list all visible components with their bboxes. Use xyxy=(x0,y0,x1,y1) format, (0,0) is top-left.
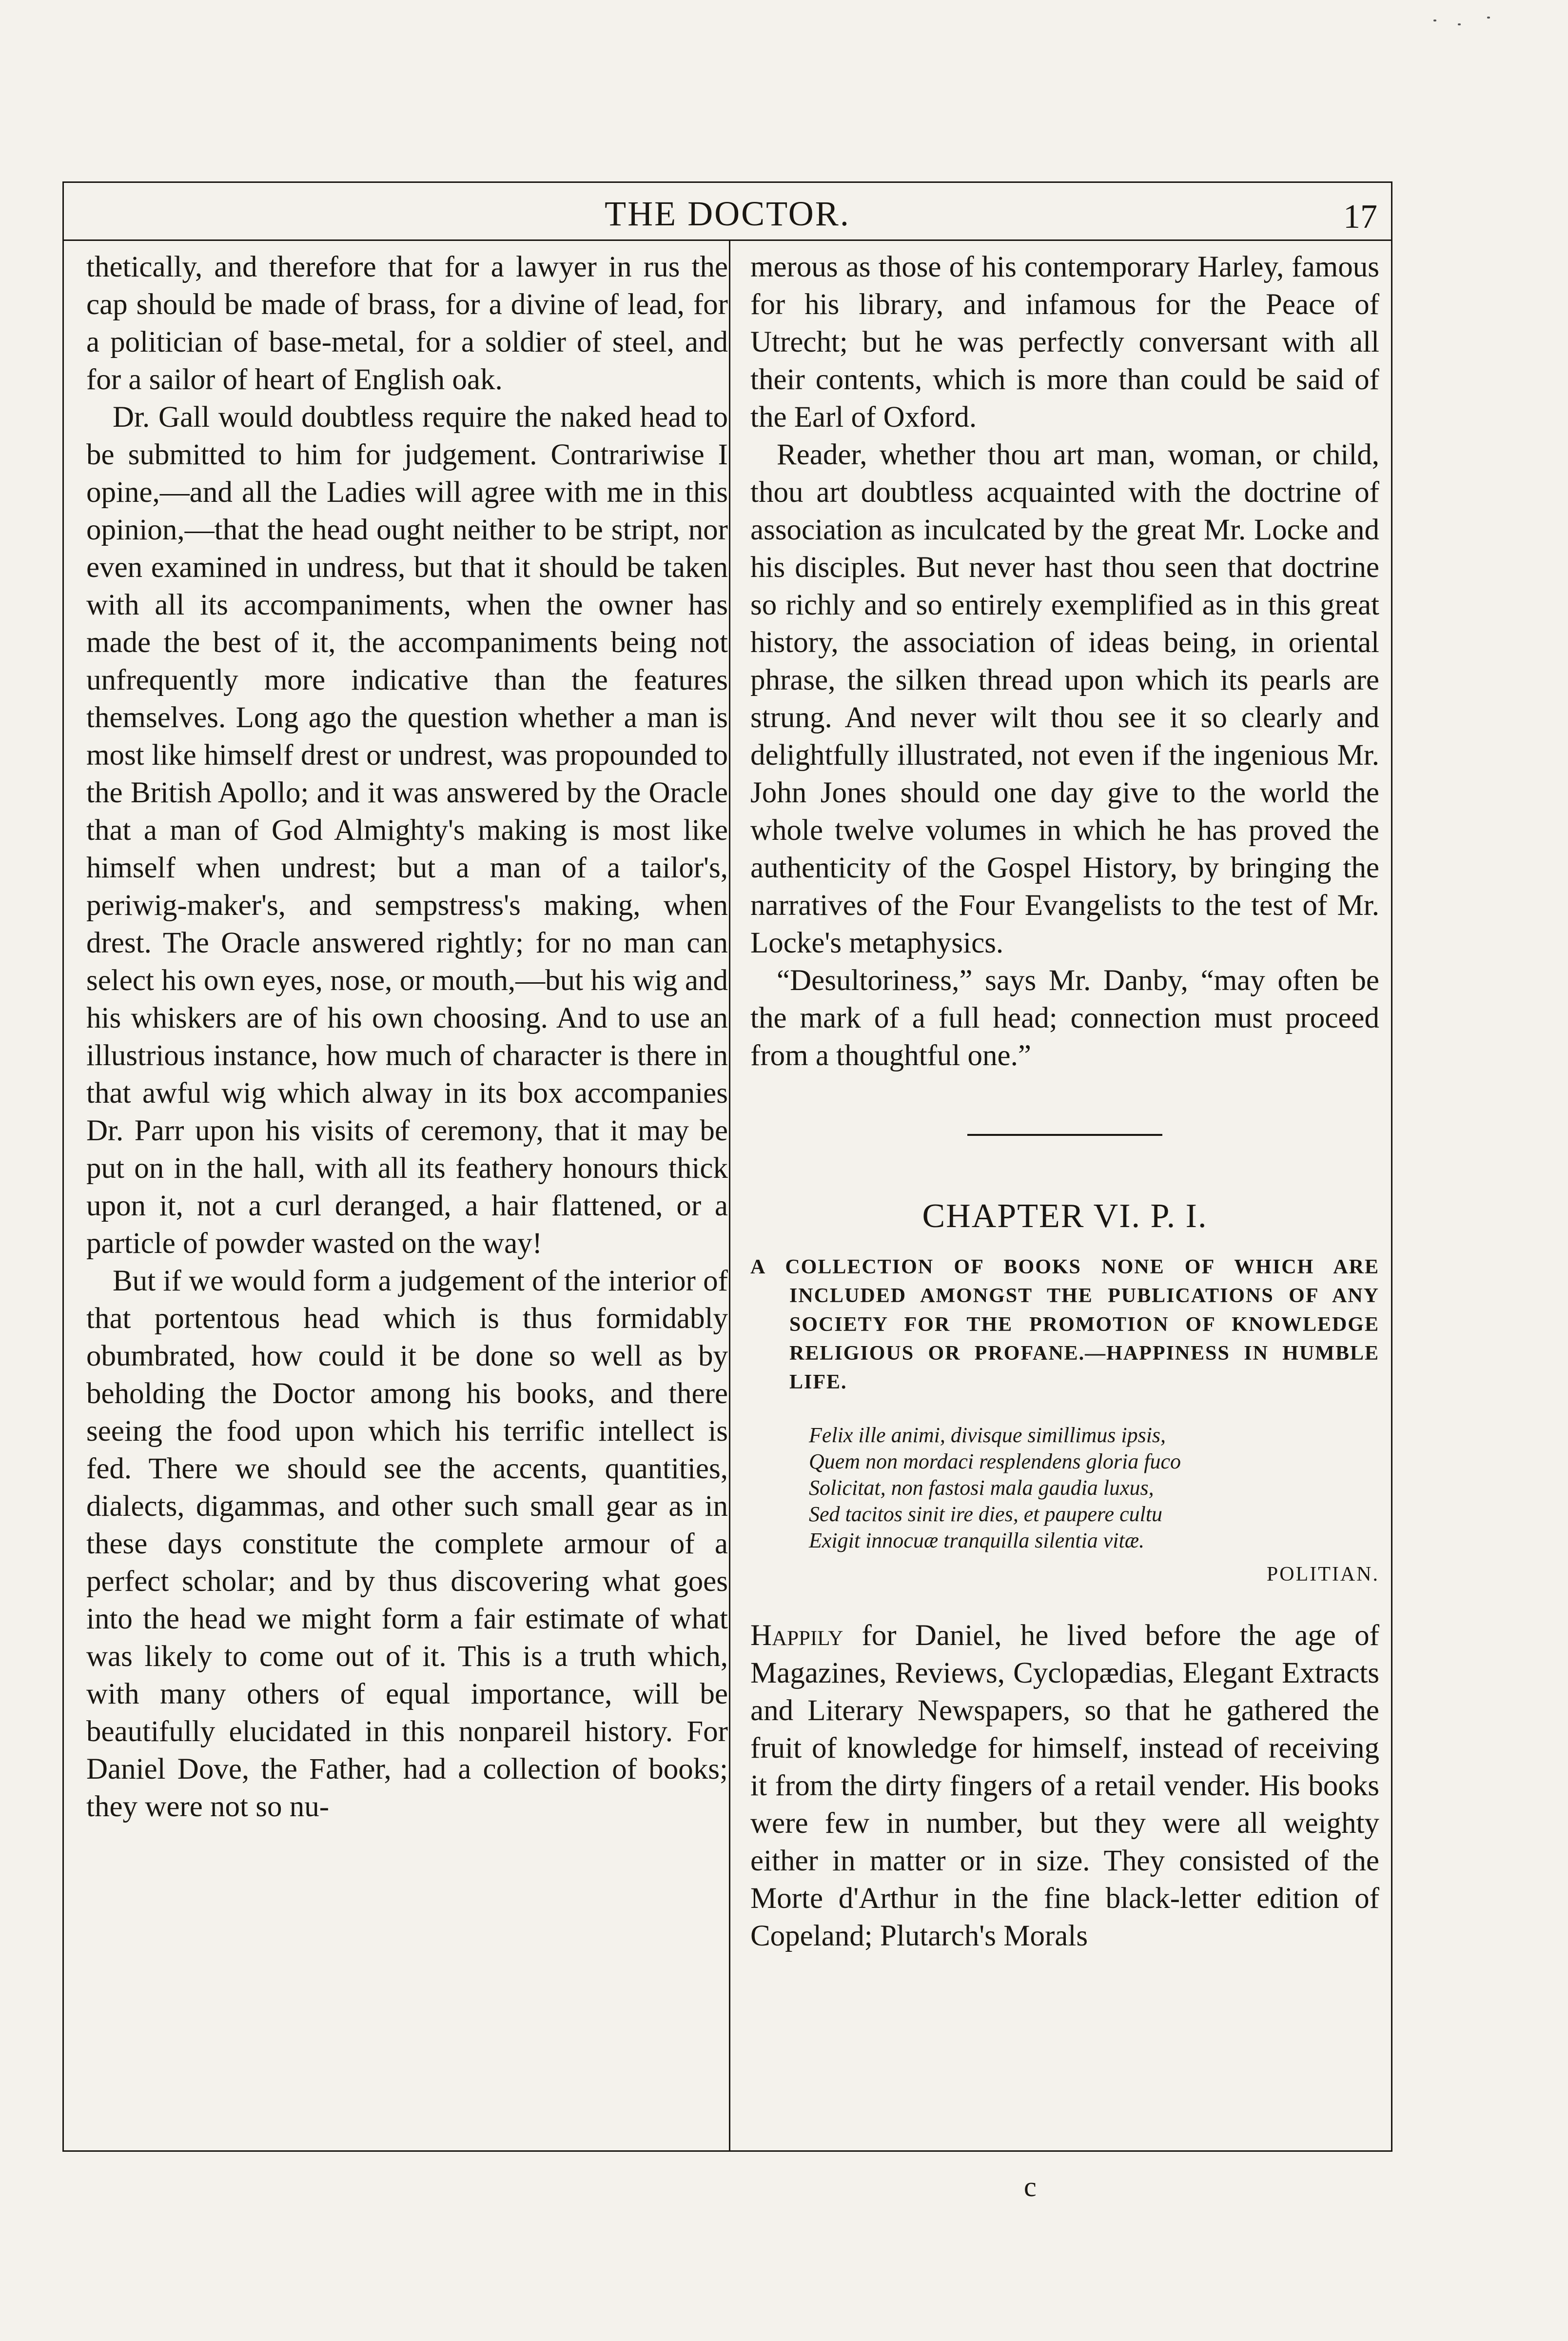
running-header xyxy=(64,183,1391,241)
epigraph-line: Solicitat, non fastosi mala gaudia luxus, xyxy=(809,1476,1154,1500)
paragraph: thetically, and therefore that for a lawyer in rus the cap should be made of brass, for a divine of lead, for a politician of base-metal, for a soldier of steel, and for a sailor of heart of English oak. xyxy=(86,251,728,396)
epigraph-line: Exigit innocuæ tranquilla silentia vitæ. xyxy=(809,1528,1145,1552)
page-number: 17 xyxy=(1343,198,1377,236)
epigraph xyxy=(750,1422,1379,1554)
paragraph: Dr. Gall would doubtless require the naked head to be submitted to him for judgement. Contrariwise I opine,—and all the Ladies will agree with me in this opinion,—that the head ought neither to be stript, nor even examined in undress, but that it should be taken with all its accompaniments, when the owner has made the best of it, the accompaniments being not unfrequently more indicative than the features themselves. Long ago the question whether a man is most like himself drest or undrest, was propounded to the British Apollo; and it was answered by the Oracle that a man of God Almighty's making is most like himself when undrest; but a man of a tailor's, periwig-maker's, and sempstress's making, when drest. The Oracle answered rightly; for no man can select his own eyes, nose, or mouth,—but his wig and his whiskers are of his own choosing. And to use an illustrious instance, how much of character is there in that awful wig which alway in its box accompanies Dr. Parr upon his visits of ceremony, that it may be put on in the hall, with all its feathery honours thick upon it, not a curl deranged, a hair flattened, or a particle of powder wasted on the way! xyxy=(86,401,728,1260)
paragraph: merous as those of his contemporary Harley, famous for his library, and infamous for the Peace of Utrecht; but he was perfectly conversant with all their contents, which is more than could be said of the Earl of Oxford. xyxy=(750,251,1379,434)
epigraph-line: Felix ille animi, divisque simillimus ipsis, xyxy=(809,1423,1166,1447)
paragraph: Reader, whether thou art man, woman, or child, thou art doubtless acquainted with the doctrine of association as inculcated by the great Mr. Locke and his disciples. But never hast thou seen that doctrine so richly and so entirely exemplified as in this great history, the association of ideas being, in oriental phrase, the silken thread upon which its pearls are strung. And never wilt thou see it so clearly and delightfully illustrated, not even if the ingenious Mr. John Jones should one day give to the world the whole twelve volumes in which he has proved the authenticity of the Gospel History, by bringing the narratives of the Four Evangelists to the test of Mr. Locke's metaphysics. xyxy=(750,438,1379,959)
paragraph: But if we would form a judgement of the interior of that portentous head which is thus formidably obumbrated, how could it be done so well as by beholding the Doctor among his books, and there seeing the food upon which his terrific intellect is fed. There we should see the accents, quantities, dialects, digammas, and other such small gear as in these days constitute the complete armour of a perfect scholar; and by thus discovering what goes into the head we might form a fair estimate of what was likely to come out of it. This is a truth which, with many others of equal importance, will be beautifully elucidated in this nonpareil history. For Daniel Dove, the Father, had a collection of books; they were not so nu- xyxy=(86,1265,728,1823)
opening-text: for Daniel, he lived before the age of Magazines, Reviews, Cyclopædias, Elegant Extracts and Literary Newspapers, so that he gathered the fruit of knowledge for himself, instead of receiving it from the dirty fingers of a retail vender. His books were few in number, but they were all weighty either in matter or in size. They consisted of the Morte d'Arthur in the fine black-letter edition of Copeland; Plutarch's Morals xyxy=(750,1619,1379,1952)
chapter-title: CHAPTER VI. P. I. xyxy=(922,1197,1208,1235)
column-divider xyxy=(729,239,730,2150)
opening-word: Happily xyxy=(750,1619,843,1652)
epigraph-attribution: POLITIAN. xyxy=(1266,1563,1379,1586)
right-column xyxy=(750,248,1379,1955)
running-title: THE DOCTOR. xyxy=(605,194,850,233)
section-rule xyxy=(967,1134,1162,1136)
signature-mark: c xyxy=(1024,2171,1037,2202)
left-column xyxy=(86,248,728,1825)
chapter-opening-paragraph xyxy=(750,1617,1379,1955)
epigraph-line: Sed tacitos sinit ire dies, et paupere cultu xyxy=(809,1502,1163,1526)
epigraph-line: Quem non mordaci resplendens gloria fuco xyxy=(809,1449,1181,1473)
paragraph: “Desultoriness,” says Mr. Danby, “may often be the mark of a full head; connection must proceed from a thoughtful one.” xyxy=(750,964,1379,1072)
chapter-summary: A COLLECTION OF BOOKS NONE OF WHICH ARE INCLUDED AMONGST THE PUBLICATIONS OF ANY SOCIETY FOR THE PROMOTION OF KNOWLEDGE RELIGIOUS OR PROFANE.—HAPPINESS IN HUMBLE LIFE. xyxy=(750,1256,1379,1393)
margin-specks xyxy=(1414,15,1511,34)
page-frame xyxy=(62,181,1392,2152)
